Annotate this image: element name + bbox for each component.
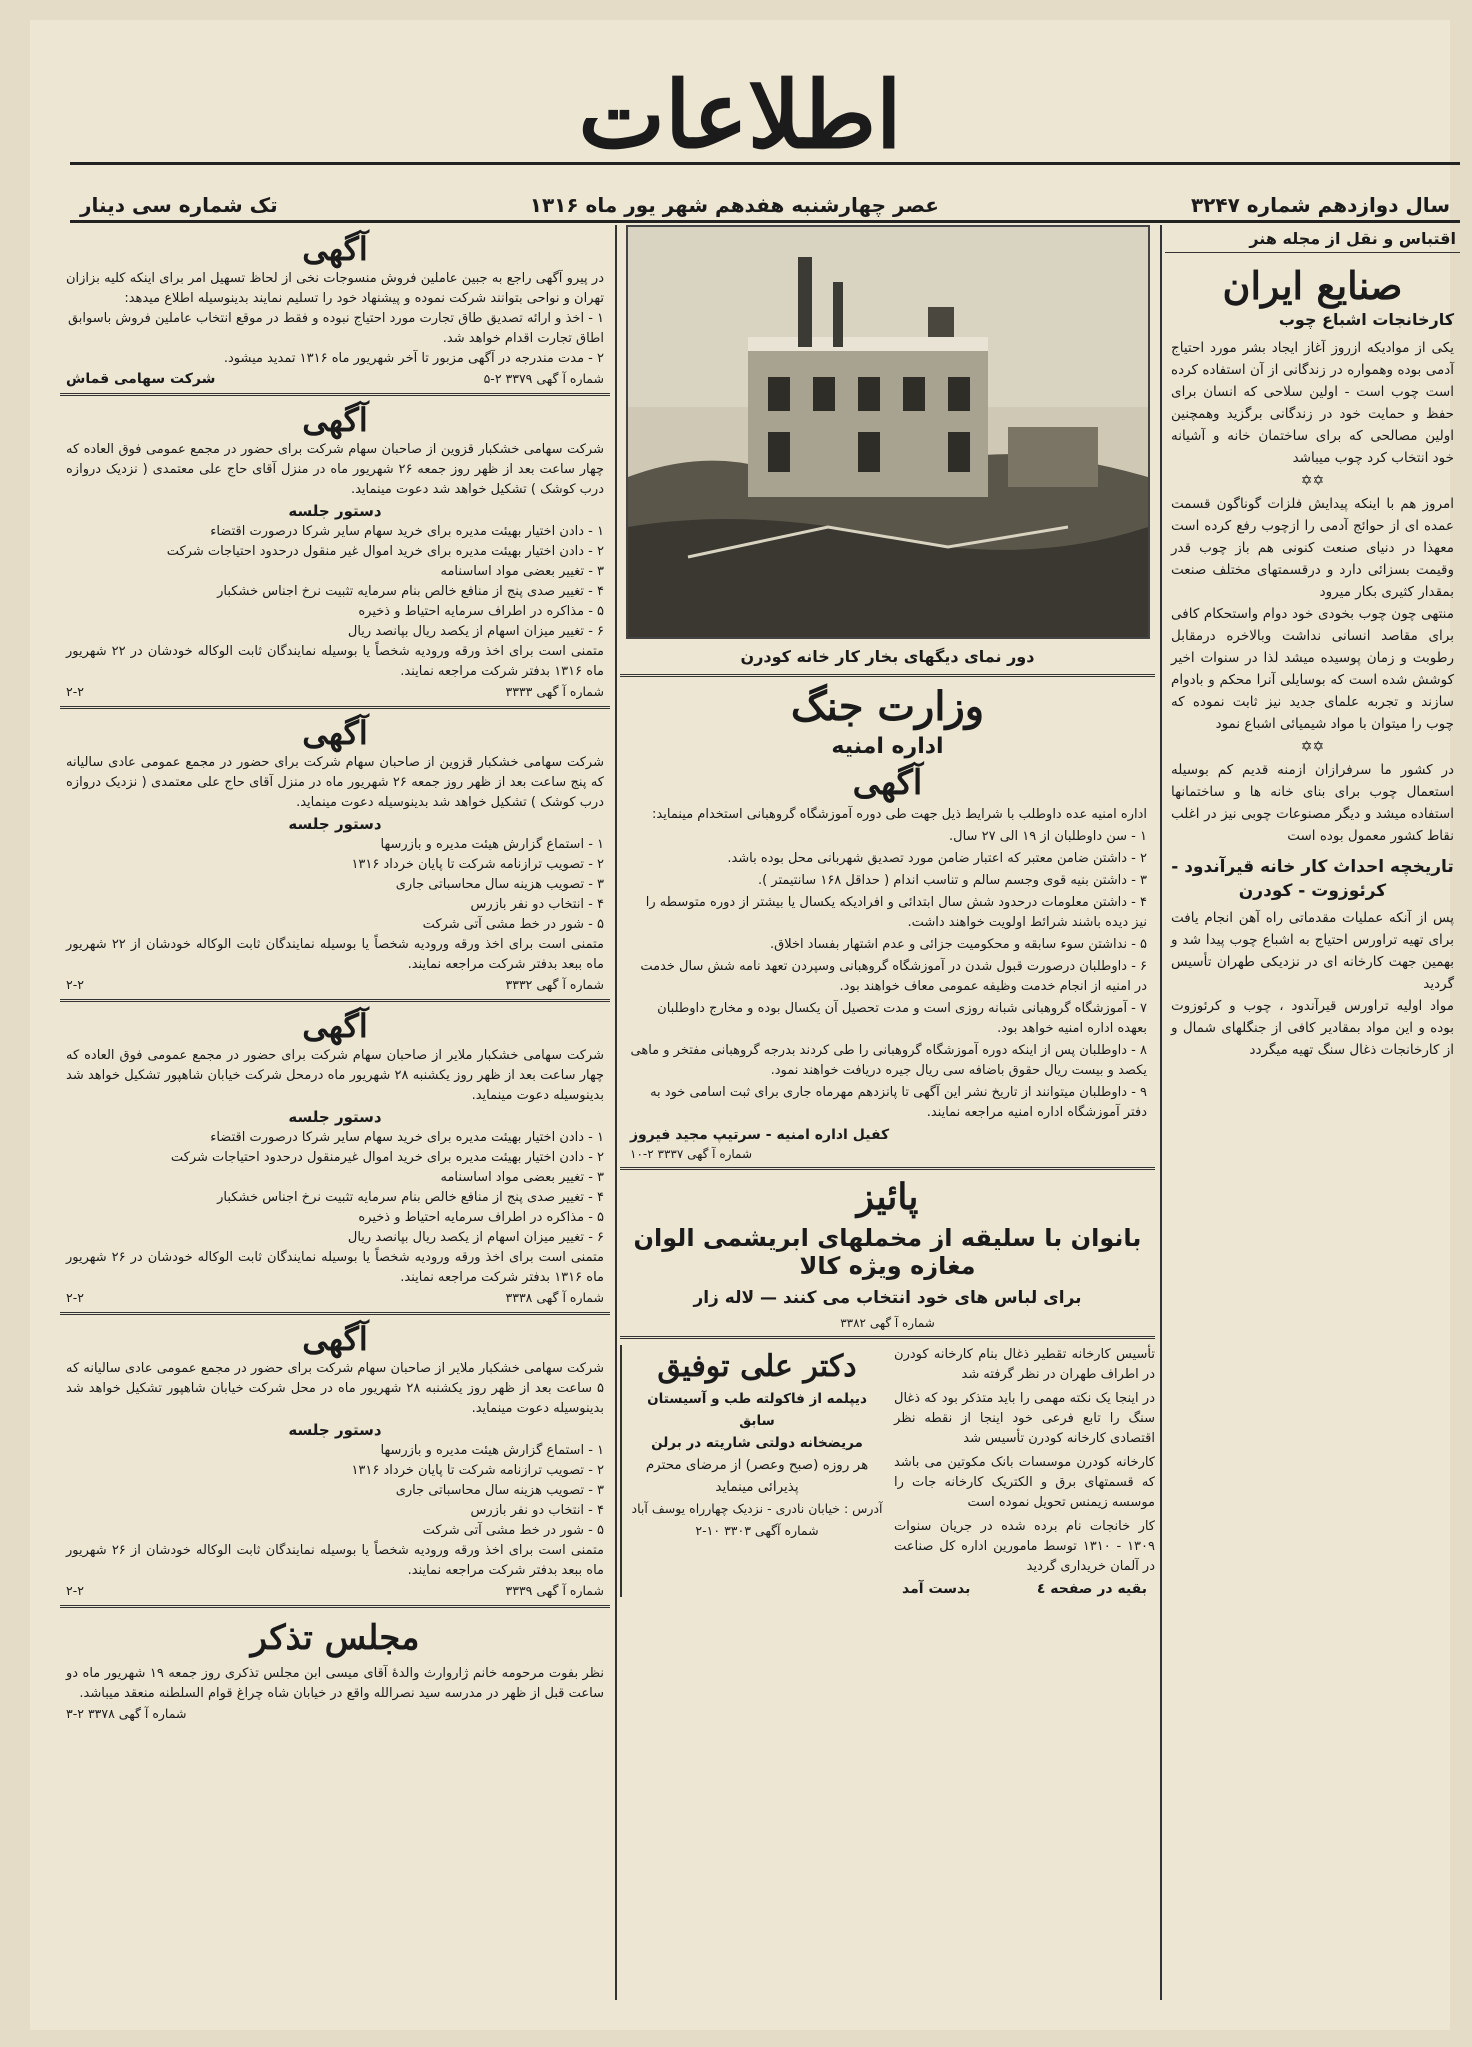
ad-number: شماره آ گهی ۳۳۳۲ [505, 977, 604, 992]
star-divider: ✡✡ [1300, 473, 1325, 489]
dateline-issue: سال دوازدهم شماره ۳۲۴۷ [1190, 193, 1450, 217]
ad-title: آگهی [302, 1007, 368, 1045]
list-item: ۹ - داوطلبان میتوانند از تاریخ نشر این آگهی تا پانزدهم مهرماه جاری برای ثبت اسامی خود به دفتر آموزشگاه اداره امنیه مراجعه نمایند. [650, 1085, 1147, 1120]
ad-agenda-title: دستور جلسه [288, 815, 382, 833]
fall-ad-line: بانوان با سلیقه از مخملهای ابریشمی الوان مغازه ویژه کالا [633, 1224, 1142, 1280]
masthead [30, 60, 1450, 170]
ad-text: شرکت سهامی خشکبار قزوین از صاحبان سهام شرکت برای حضور در مجمع عمومی عادی سالیانه که پنج ساعت بعد از ظهر روز جمعه ۲۶ شهریور ماه در منزل آقای حاج علی معتمدی ( نزدیک دروازه درب کوشک ) تشکیل خواهد شد بدینوسیله دعوت مینماید. [66, 755, 604, 810]
middle-bottom [620, 1345, 1155, 1597]
source-kicker: اقتباس و نقل از مجله هنر [1165, 225, 1460, 253]
list-item: ۵ - مذاکره در اطراف سرمایه احتیاط و ذخیره [358, 604, 604, 619]
list-item: ۶ - تغییر میزان اسهام از یکصد ریال بپانصد ریال [347, 1230, 604, 1245]
list-item: ۴ - تغییر صدی پنج از منافع خالص بنام سرمایه تثبیت نرخ اجناس خشکبار [217, 1190, 604, 1205]
ad-number: شماره آ گهی ۳۳۳۷ ۲-۱۰ [630, 1147, 753, 1161]
ad-footer [66, 369, 604, 389]
continued-note: بقیه در صفحه ٤ [1036, 1581, 1147, 1597]
list-item: ۴ - انتخاب دو نفر بازرس [470, 1503, 604, 1518]
list-item: ۵ - شور در خط مشی آتی شرکت [422, 1523, 604, 1538]
ad-title: آگهی [302, 401, 368, 439]
list-item: ۵ - شور در خط مشی آتی شرکت [422, 917, 604, 932]
doctor-ad [620, 1345, 886, 1597]
ad-list [66, 835, 604, 935]
ad-note: متمنی است برای اخذ ورقه ورودیه شخصاً یا بوسیله نمایندگان ثابت الوکاله خودشان در ۲۲ شهریور ماه ۱۳۱۶ بدفتر شرکت مراجعه نمایند. [66, 644, 604, 679]
ad-number: شماره آ گهی ۳۳۷۹ ۲-۵ [483, 371, 604, 386]
ad-footer [66, 975, 604, 995]
article-subhead: کارخانجات اشباع چوب [1278, 310, 1454, 329]
column-rule-right [1160, 225, 1162, 2000]
recruit-conditions [620, 827, 1155, 1123]
list-item: ۲ - دادن اختیار بهیئت مدیره برای خرید اموال غیر منقول درحدود احتیاجات شرکت [166, 544, 604, 559]
recruit-intro: اداره امنیه عده داوطلب با شرایط ذیل جهت طی دوره آموزشگاه گروهبانی استخدام مینماید: [652, 807, 1147, 822]
list-item: ۳ - داشتن بنیه قوی وجسم سالم و تناسب اندام ( حداقل ۱۶۸ سانتیمتر ). [757, 873, 1147, 888]
divider [620, 1167, 1155, 1170]
paragraph-end: بدست آمد [902, 1581, 971, 1597]
list-item: ۱ - دادن اختیار بهیئت مدیره برای خرید سهام سایر شرکا درصورت اقتضاء [210, 524, 604, 539]
left-column [60, 225, 610, 1728]
list-item: ۴ - داشتن معلومات درحدود شش سال ابتدائی و افرادیکه یکسال یا بیشتر از دوره متوسطه را نیز دیده باشند شرائط اولویت خواهند داشت. [645, 895, 1147, 930]
list-item: ۲ - تصویب ترازنامه شرکت تا پایان خرداد ۱۳۱۶ [351, 857, 604, 872]
ad-note: متمنی است برای اخذ ورقه ورودیه شخصاً یا بوسیله نمایندگان ثابت الوکاله خودشان از ۲۶ شهریور ماه ببعد بدفتر شرکت مراجعه نمایند. [66, 1543, 604, 1578]
list-item: ۴ - انتخاب دو نفر بازرس [470, 897, 604, 912]
list-item: ۵ - نداشتن سوء سابقه و محکومیت جزائی و عدم اشتهار بفساد اخلاق. [770, 937, 1147, 952]
ad-list [66, 309, 604, 369]
doctor-line: هر روزه (صبح وعصر) از مرضای محترم [645, 1457, 869, 1473]
article-paragraph: کار خانجات نام برده شده در جریان سنوات ۱۳۰۹ - ۱۳۱۰ توسط مامورین اداره کل صناعت در آلمان خریداری گردید [894, 1519, 1155, 1574]
list-item: ۲ - تصویب ترازنامه شرکت تا پایان خرداد ۱۳۱۶ [351, 1463, 604, 1478]
ad-text: شرکت سهامی خشکبار ملایر از صاحبان سهام شرکت برای حضور در مجمع عمومی عادی سالیانه که ۵ ساعت بعد از ظهر روز یکشنبه ۲۸ شهریور ماه در محل شرکت خیابان شاهپور تشکیل خواهد شد بدینوسیله دعوت مینماید. [66, 1361, 604, 1416]
article-headline: صنایع ایران [1222, 263, 1403, 308]
list-item: ۲ - دادن اختیار بهیئت مدیره برای خرید اموال غیرمنقول درحدود احتیاجات شرکت [170, 1150, 604, 1165]
list-item: ۶ - تغییر میزان اسهام از یکصد ریال بپانصد ریال [347, 624, 604, 639]
doctor-address: آدرس : خیابان نادری - نزدیک چهارراه یوسف آباد شماره آگهی ۳۳۰۳ ۱۰-۲ [631, 1501, 883, 1538]
list-item: ۱ - اخذ و ارائه تصدیق طاق تجارت مورد احتیاج نبوده و فقط در موقع انتخاب عاملین فروش باسوابق اطاق تجارت اقدام خواهد شد. [67, 311, 604, 346]
article-paragraph: امروز هم با اینکه پیدایش فلزات گوناگون قسمت عمده ای از حوائج آدمی را ازچوب رفع کرده است معهذا در دنیای صنعت کنونی هم باز چوب قدر وقیمت بسزائی دارد و درقسمتهای مختلف صنعت بمقدار کثیری بکار میرود [1171, 496, 1454, 600]
ad-footer [66, 682, 604, 702]
ad-list [66, 1441, 604, 1541]
list-item: ۴ - تغییر صدی پنج از منافع خالص بنام سرمایه تثبیت نرخ اجناس خشکبار [217, 584, 604, 599]
ad-title: آگهی [302, 714, 368, 752]
ad-number: شماره آ گهی ۳۳۳۸ [505, 1290, 604, 1305]
doctor-name: دکتر علی توفیق [657, 1349, 857, 1384]
fall-ad-sub: برای لباس های خود انتخاب می کنند — لاله زار [693, 1288, 1082, 1308]
ad-run: ۲-۲ [66, 684, 84, 699]
list-item: ۳ - تغییر بعضی مواد اساسنامه [440, 564, 604, 579]
ad-text: در پیرو آگهی راجع به جبین عاملین فروش منسوجات نخی از لحاظ تسهیل امر برای اینکه کلیه بزازان تهران و نواحی بتوانند شرکت نموده و پیشنهاد خود را تسلیم نمایند بدینوسیله اطلاع میدهد: [66, 271, 604, 306]
dateline [70, 190, 1460, 220]
list-item: ۱ - دادن اختیار بهیئت مدیره برای خرید سهام سایر شرکا درصورت اقتضاء [210, 1130, 604, 1145]
ad-run: ۲-۲ [66, 977, 84, 992]
ad-number: شماره آ گهی ۳۳۳۳ [505, 684, 604, 699]
article-continuation [894, 1345, 1155, 1597]
masthead-title: اطلاعات [578, 61, 902, 169]
article-paragraph: کارخانه کودرن موسسات بانک مکوتین می باشد که قسمتهای برق و الکتریک کارخانه جات را موسسه زیمنس تحویل نموده است [894, 1455, 1155, 1510]
department-title: اداره امنیه [831, 734, 944, 759]
ad-list [66, 1128, 604, 1248]
article-paragraph: در کشور ما سرفرازان ازمنه قدیم کم بوسیله استعمال چوب برای بنای خانه ها و ساختمانها استفاده میشد و دیگر مصنوعات چوبی نیز در اغلب نقاط کشور معمول بوده است [1171, 762, 1454, 844]
ad-block [60, 709, 610, 1002]
column-rule-left [615, 225, 617, 2000]
ad-block [60, 225, 610, 396]
list-item: ۳ - تصویب هزینه سال محاسباتی جاری [395, 1483, 604, 1498]
divider [620, 1336, 1155, 1339]
doctor-line: مریضخانه دولتی شاریته در برلن [651, 1435, 863, 1451]
ad-title: آگهی [302, 1320, 368, 1358]
masthead-rule-top [70, 162, 1460, 165]
ad-agenda-title: دستور جلسه [288, 1421, 382, 1439]
article-paragraph: منتهی چون چوب بخودی خود دوام واستحکام کافی برای مقاصد انسانی نداشت وبالاخره درمقابل رطوبت و زمان پوسیده میشد لذا در سنوات اخیر کوشش شده است که بوسایلی آنرا محکم و بادوام سازند و تجربه علمای جدید نیز ثابت نموده که چوب را میتوان با مواد شیمیائی اشباع نمود [1171, 606, 1454, 732]
list-item: ۱ - استماع گزارش هیئت مدیره و بازرسها [380, 1443, 604, 1458]
list-item: ۱ - استماع گزارش هیئت مدیره و بازرسها [380, 837, 604, 852]
ad-footer [66, 1288, 604, 1308]
ad-block [60, 396, 610, 709]
list-item: ۷ - آموزشگاه گروهبانی شبانه روزی است و مدت تحصیل آن یکسال بوده و مخارج داوطلبان بعهده اداره امنیه خواهد بود. [657, 1001, 1147, 1036]
ad-note: متمنی است برای اخذ ورقه ورودیه شخصاً یا بوسیله نمایندگان ثابت الوکاله خودشان در ۲۶ شهریور ماه ۱۳۱۶ بدفتر شرکت مراجعه نمایند. [66, 1250, 604, 1285]
newspaper-page [30, 20, 1456, 2030]
memorial-text: نظر بفوت مرحومه خانم ژاروارث والدهٔ آقای میسی ابن مجلس تذکری روز جمعه ۱۹ شهریور ماه دو ساعت قبل از ظهر در مدرسه سید نصرالله واقع در خیابان شاه چراغ قوام السلطنه منعقد میباشد. [66, 1666, 604, 1701]
article-paragraph: یکی از موادیکه ازروز آغاز ایجاد بشر مورد احتیاج آدمی بوده وهمواره در زندگانی از آن استفاده کرده است چوب است - اولین سلاحی که انسان برای حفظ و حمایت خود در زندگانی برگزید وهمچنین اولین مصالحی که برای ساختمان خانه و آشیانه خود انتخاب کرد چوب میباشد [1171, 340, 1454, 466]
ad-number: شماره آ گهی ۳۳۸۲ [840, 1316, 935, 1330]
ad-note: متمنی است برای اخذ ورقه ورودیه شخصاً یا بوسیله نمایندگان ثابت الوکاله خودشان از ۲۲ شهریور ماه ببعد بدفتر شرکت مراجعه نمایند. [66, 937, 604, 972]
ad-footer [66, 1581, 604, 1601]
ad-list [66, 522, 604, 642]
ad-signature: کفیل اداره امنیه - سرتیپ مجید فیروز [630, 1127, 890, 1143]
list-item: ۵ - مذاکره در اطراف سرمایه احتیاط و ذخیره [358, 1210, 604, 1225]
factory-photo [626, 225, 1150, 639]
memorial-title: مجلس تذکر [250, 1618, 420, 1658]
ad-label: آگهی [852, 763, 923, 803]
list-item: ۶ - داوطلبان درصورت قبول شدن در آموزشگاه گروهبانی وسپردن تعهد نامه شش سال خدمت در امنیه از انجام خدمت وظیفه عمومی معاف خواهند بود. [640, 959, 1147, 994]
list-item: ۸ - داوطلبان پس از اینکه دوره آموزشگاه گروهبانی را طی کردند بدرجه گروهبانی مفتخر و ماهی یکصد و بیست ریال حقوق باضافه سی ریال جیره دریافت خواهند نمود. [630, 1043, 1147, 1078]
list-item: ۲ - مدت مندرجه در آگهی مزبور تا آخر شهریور ماه ۱۳۱۶ تمدید میشود. [223, 351, 604, 366]
factory-illustration [628, 227, 1148, 637]
middle-column [620, 225, 1155, 1597]
article-paragraph: پس از آنکه عملیات مقدماتی راه آهن انجام یافت برای تهیه تراورس احتیاج به اشباع چوب پیدا شد و بهمین جهت کارخانه ای در نزدیکی طهران تأسیس گردید [1171, 910, 1454, 992]
photo-caption: دور نمای دیگهای بخار کار خانه کودرن [740, 647, 1035, 666]
ad-agenda-title: دستور جلسه [288, 502, 382, 520]
doctor-line: پذیرائی مینماید [715, 1479, 799, 1495]
divider [620, 674, 1155, 677]
list-item: ۳ - تصویب هزینه سال محاسباتی جاری [395, 877, 604, 892]
article-paragraph: در اینجا یک نکته مهمی را باید متذکر بود که ذغال سنگ را تابع فرعی خود اینجا از نقطه نظر اقتصادی کارخانه کودرن تأسیس شد [894, 1391, 1155, 1446]
article-section-head: تاریخچه احداث کار خانه قیرآندود - کرئوزوت - کودرن [1171, 857, 1454, 901]
ad-text: شرکت سهامی خشکبار قزوین از صاحبان سهام شرکت برای حضور در مجمع عمومی فوق العاده که چهار ساعت بعد از ظهر روز جمعه ۲۶ شهریور ماه در منزل آقای حاج علی معتمدی ( نزدیک دروازه درب کوشک ) تشکیل خواهد شد دعوت مینماید. [66, 442, 604, 497]
continuation-footer [902, 1581, 1147, 1597]
list-item: ۳ - تغییر بعضی مواد اساسنامه [440, 1170, 604, 1185]
list-item: ۲ - داشتن ضامن معتبر که اعتبار ضامن مورد تصدیق شهربانی محل بوده باشد. [727, 851, 1147, 866]
right-column [1165, 225, 1460, 1061]
fall-ad-title: پائیز [856, 1176, 919, 1218]
ad-run: ۲-۲ [66, 1583, 84, 1598]
list-item: ۱ - سن داوطلبان از ۱۹ الی ۲۷ سال. [949, 829, 1147, 844]
dateline-price: تک شماره سی دینار [80, 193, 278, 217]
ministry-title: وزارت جنگ [790, 683, 985, 730]
ad-block [60, 1315, 610, 1608]
ad-block [60, 1002, 610, 1315]
article-paragraph: تأسیس کارخانه تقطیر ذغال بنام کارخانه کودرن در اطراف طهران در نظر گرفته شد [894, 1347, 1155, 1382]
ad-agenda-title: دستور جلسه [288, 1108, 382, 1126]
dateline-date: عصر چهارشنبه هفدهم شهر یور ماه ۱۳۱۶ [529, 193, 939, 217]
ad-company: شرکت سهامی قماش [66, 371, 216, 387]
star-divider: ✡✡ [1300, 739, 1325, 755]
doctor-line: دیپلمه از فاکولته طب و آسیستان سابق [647, 1391, 867, 1429]
ad-run: ۲-۲ [66, 1290, 84, 1305]
ad-title: آگهی [302, 230, 368, 268]
masthead-rule-bottom [70, 220, 1460, 223]
article-paragraph: مواد اولیه تراورس قیرآندود ، چوب و کرئوزوت بوده و این مواد بمقادیر کافی از جنگلهای شمال و از کارخانجات ذغال سنگ تهیه میگردد [1171, 998, 1454, 1058]
ad-number: شماره آ گهی ۳۳۳۹ [505, 1583, 604, 1598]
memorial-notice [60, 1608, 610, 1728]
ad-number: شماره آ گهی ۳۳۷۸ ۲-۳ [66, 1706, 187, 1721]
ad-text: شرکت سهامی خشکبار ملایر از صاحبان سهام شرکت برای حضور در مجمع عمومی فوق العاده که چهار ساعت بعد از ظهر روز یکشنبه ۲۸ شهریور ماه درمحل شرکت خیابان شاهپور تشکیل خواهد شد بدینوسیله دعوت مینماید. [66, 1048, 604, 1103]
ad-footer [66, 1704, 604, 1724]
